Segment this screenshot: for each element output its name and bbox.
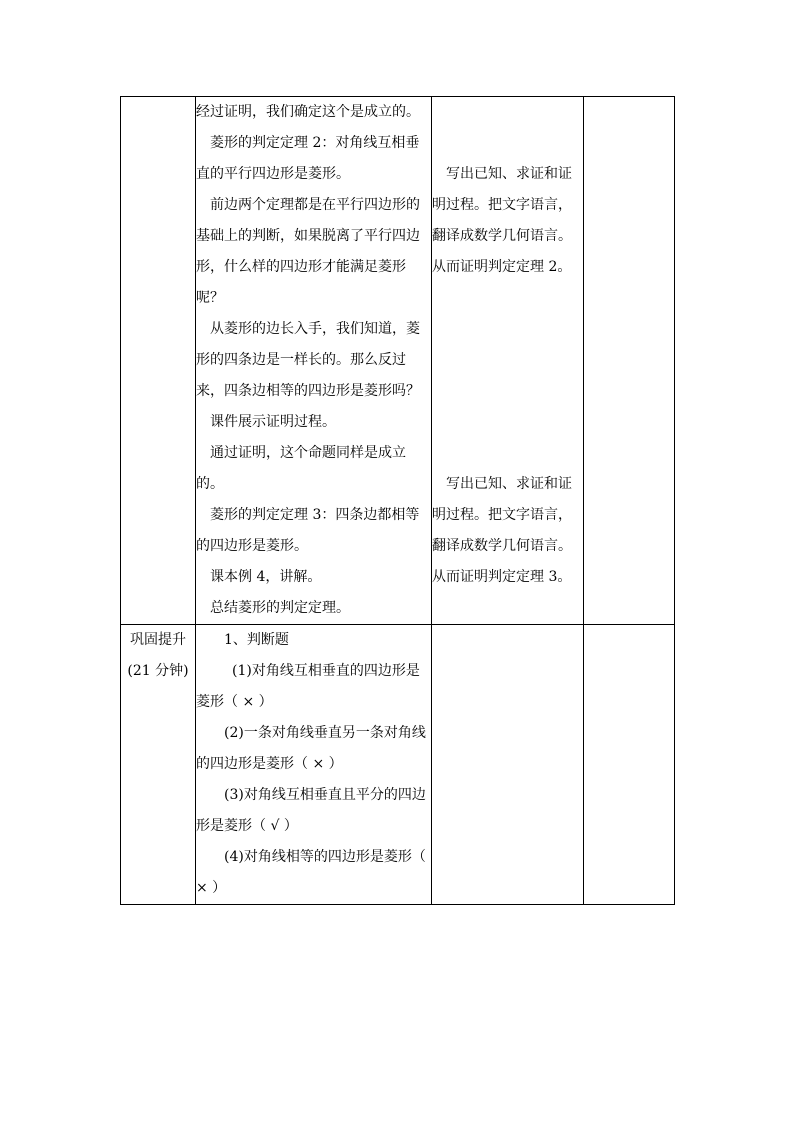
paragraph-proof-result: 通过证明，这个命题同样是成立的。 [196,445,406,492]
table-row [121,97,675,625]
student-activity-cell [432,97,584,625]
student-cell-empty [432,625,584,905]
exercise-cell [196,625,432,905]
spacer [432,97,583,159]
table-row [121,625,675,905]
exercise-item-4: (4)对角线相等的四边形是菱形（ × ） [196,849,426,896]
stage-duration: (21 分钟) [127,663,189,679]
stage-label: 巩固提升 [130,632,186,648]
spacer [432,283,583,469]
lesson-plan-table [120,96,675,905]
paragraph-theorem-2: 菱形的判定定理 2：对角线互相垂直的平行四边形是菱形。 [196,135,420,182]
exercise-item-1: (1)对角线互相垂直的四边形是菱形（ × ） [196,663,420,710]
paragraph-example-4: 课本例 4，讲解。 [210,569,322,585]
notes-cell-empty [584,97,675,625]
student-activity-theorem-3: 写出已知、求证和证明过程。把文字语言，翻译成数学几何语言。从而证明判定定理 3。 [432,476,572,585]
exercise-heading: 1、判断题 [224,632,289,648]
paragraph-side-length: 从菱形的边长入手，我们知道，菱形的四条边是一样长的。那么反过来，四条边相等的四边形是菱形吗？ [196,321,420,399]
student-activity-theorem-2: 写出已知、求证和证明过程。把文字语言，翻译成数学几何语言。从而证明判定定理 2。 [432,166,572,275]
paragraph-question: 前边两个定理都是在平行四边形的基础上的判断，如果脱离了平行四边形，什么样的四边形才能满足菱形呢？ [196,197,420,306]
teacher-activity-cell [196,97,432,625]
paragraph-theorem-3: 菱形的判定定理 3：四条边都相等的四边形是菱形。 [196,507,420,554]
exercise-item-3: (3)对角线互相垂直且平分的四边形是菱形（ √ ） [196,787,426,834]
stage-label-cell [121,625,196,905]
exercise-item-2: (2)一条对角线垂直另一条对角线的四边形是菱形（ × ） [196,725,426,772]
stage-cell-empty [121,97,196,625]
paragraph-proof-established: 经过证明，我们确定这个是成立的。 [196,104,420,120]
paragraph-summary: 总结菱形的判定定理。 [210,600,350,616]
notes-cell-empty [584,625,675,905]
paragraph-courseware: 课件展示证明过程。 [210,414,336,430]
